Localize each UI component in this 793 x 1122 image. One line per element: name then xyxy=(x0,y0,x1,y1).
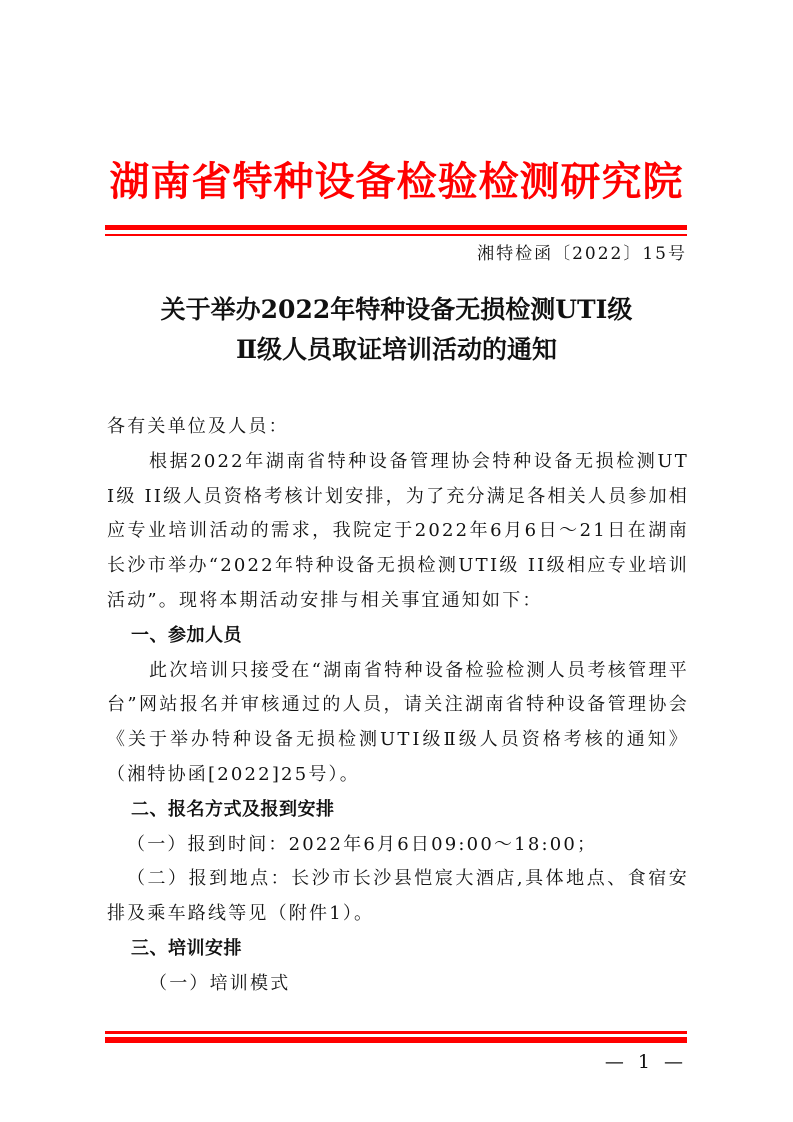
page-number: — 1 — xyxy=(604,1051,687,1073)
registration-location-paragraph: （二）报到地点：长沙市长沙县恺宸大酒店,具体地点、食宿安排及乘车路线等见（附件1）。 xyxy=(107,868,689,925)
footer-rule-thin xyxy=(105,1031,687,1034)
document-title xyxy=(100,290,693,370)
section-heading-training: 三、培训安排 xyxy=(131,937,242,959)
intro-paragraph: 根据2022年湖南省特种设备管理协会特种设备无损检测UT Ⅰ级 II级人员资格考核计划安排，为了充分满足各相关人员参加相应专业培训活动的需求，我院定于2022年6月6日～21日在湖南长沙市举办“2022年特种设备无损检测UTⅠ级 II级相应专业培训活动”。现将本期活动安排与相关事宜通知如下： xyxy=(107,450,689,611)
document-body xyxy=(107,410,689,1002)
document-number: 湘特检函〔2022〕15号 xyxy=(477,244,687,264)
registration-time-paragraph: （一）报到时间：2022年6月6日09:00～18:00； xyxy=(127,833,598,855)
section-heading-registration: 二、报名方式及报到安排 xyxy=(131,798,335,820)
header-rule-thick xyxy=(105,225,687,230)
section-heading-participants: 一、参加人员 xyxy=(131,624,242,646)
header-rule-thin xyxy=(105,234,687,236)
participants-paragraph: 此次培训只接受在“湖南省特种设备检验检测人员考核管理平台”网站报名并审核通过的人员，请关注湖南省特种设备管理协会《关于举办特种设备无损检测UTⅠ级Ⅱ级人员资格考核的通知》（湘特协函[2022]25号）。 xyxy=(107,659,689,785)
training-mode-paragraph: （一）培训模式 xyxy=(149,972,291,994)
footer-rule-thick xyxy=(105,1037,687,1043)
document-title-line-1: 关于举办2022年特种设备无损检测UTⅠ级 xyxy=(160,295,633,324)
organization-letterhead: 湖南省特种设备检验检测研究院 xyxy=(109,159,684,205)
salutation: 各有关单位及人员： xyxy=(107,416,289,437)
document-title-line-2: Ⅱ级人员取证培训活动的通知 xyxy=(235,335,558,364)
